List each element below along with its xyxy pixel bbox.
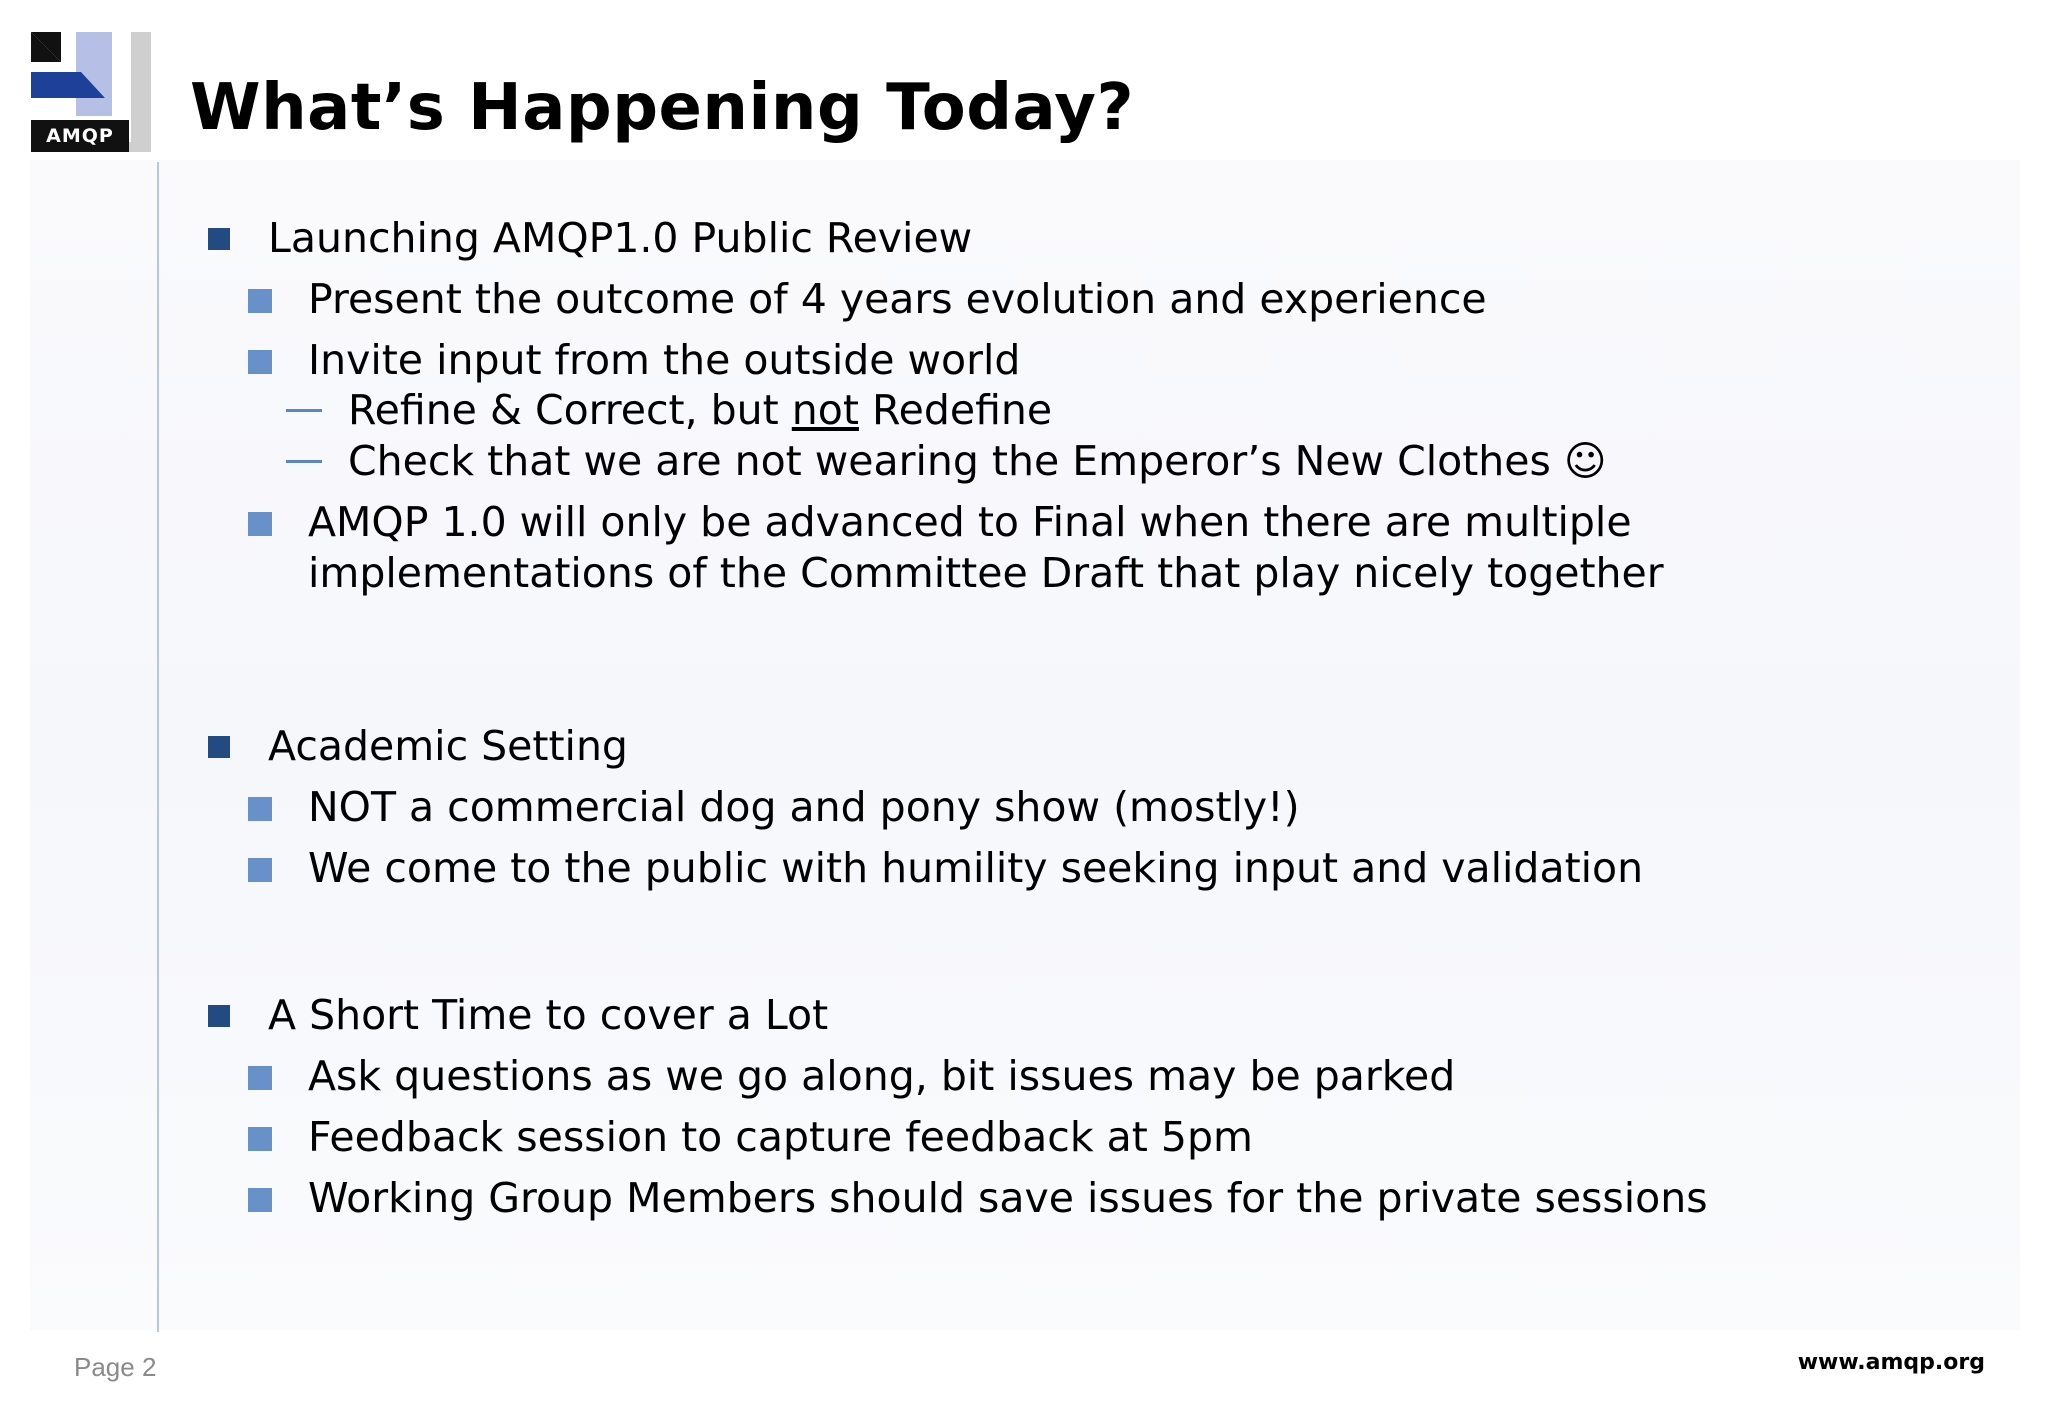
dash-bullet-icon	[286, 460, 322, 463]
list-item-text: Ask questions as we go along, bit issues may be parked	[308, 1052, 1456, 1100]
section-heading-text: Launching AMQP1.0 Public Review	[268, 214, 973, 262]
underlined-word: not	[791, 386, 859, 434]
list-item-continuation	[308, 548, 1664, 598]
square-bullet-icon	[248, 797, 272, 821]
list-item-text: implementations of the Committee Draft that play nicely together	[308, 549, 1664, 597]
logo-text: AMQP	[46, 125, 114, 147]
website-url: www.amqp.org	[1797, 1350, 1985, 1375]
sub-list-item-text: Refine & Correct, but	[348, 386, 792, 434]
square-bullet-icon	[248, 289, 272, 313]
section-heading-academic	[268, 721, 628, 771]
section-heading-launching	[268, 213, 972, 263]
sub-list-item-text: Check that we are not wearing the Emperor’s New Clothes ☺	[348, 437, 1607, 485]
square-bullet-icon	[248, 1188, 272, 1212]
sub-list-item	[348, 385, 1052, 435]
list-item-text: Invite input from the outside world	[308, 336, 1021, 384]
square-bullet-icon	[248, 1127, 272, 1151]
list-item-text: Working Group Members should save issues for the private sessions	[308, 1174, 1708, 1222]
list-item-text: Present the outcome of 4 years evolution and experience	[308, 275, 1487, 323]
list-item	[308, 843, 1643, 893]
sub-list-item-text: Redefine	[858, 386, 1053, 434]
section-heading-text: Academic Setting	[268, 722, 628, 770]
list-item	[308, 335, 1020, 385]
dash-bullet-icon	[286, 409, 322, 412]
square-bullet-icon	[248, 350, 272, 374]
section-heading-short-time	[268, 990, 828, 1040]
page-title: What’s Happening Today?	[190, 71, 1135, 145]
list-item	[308, 1173, 1708, 1223]
square-bullet-icon	[208, 1005, 230, 1027]
square-bullet-icon	[208, 736, 230, 758]
list-item	[308, 1051, 1455, 1101]
list-item	[308, 782, 1300, 832]
list-item-text: Feedback session to capture feedback at 5pm	[308, 1113, 1253, 1161]
page-number: Page 2	[74, 1352, 157, 1382]
square-bullet-icon	[248, 512, 272, 536]
square-bullet-icon	[248, 858, 272, 882]
list-item	[308, 1112, 1253, 1162]
square-bullet-icon	[208, 228, 230, 250]
list-item-text: We come to the public with humility seeking input and validation	[308, 844, 1644, 892]
sub-list-item	[348, 436, 1607, 486]
square-bullet-icon	[248, 1066, 272, 1090]
list-item-text: NOT a commercial dog and pony show (mostly!)	[308, 783, 1300, 831]
list-item	[308, 497, 1632, 547]
section-heading-text: A Short Time to cover a Lot	[268, 991, 829, 1039]
list-item	[308, 274, 1487, 324]
list-item-text: AMQP 1.0 will only be advanced to Final when there are multiple	[308, 498, 1632, 546]
